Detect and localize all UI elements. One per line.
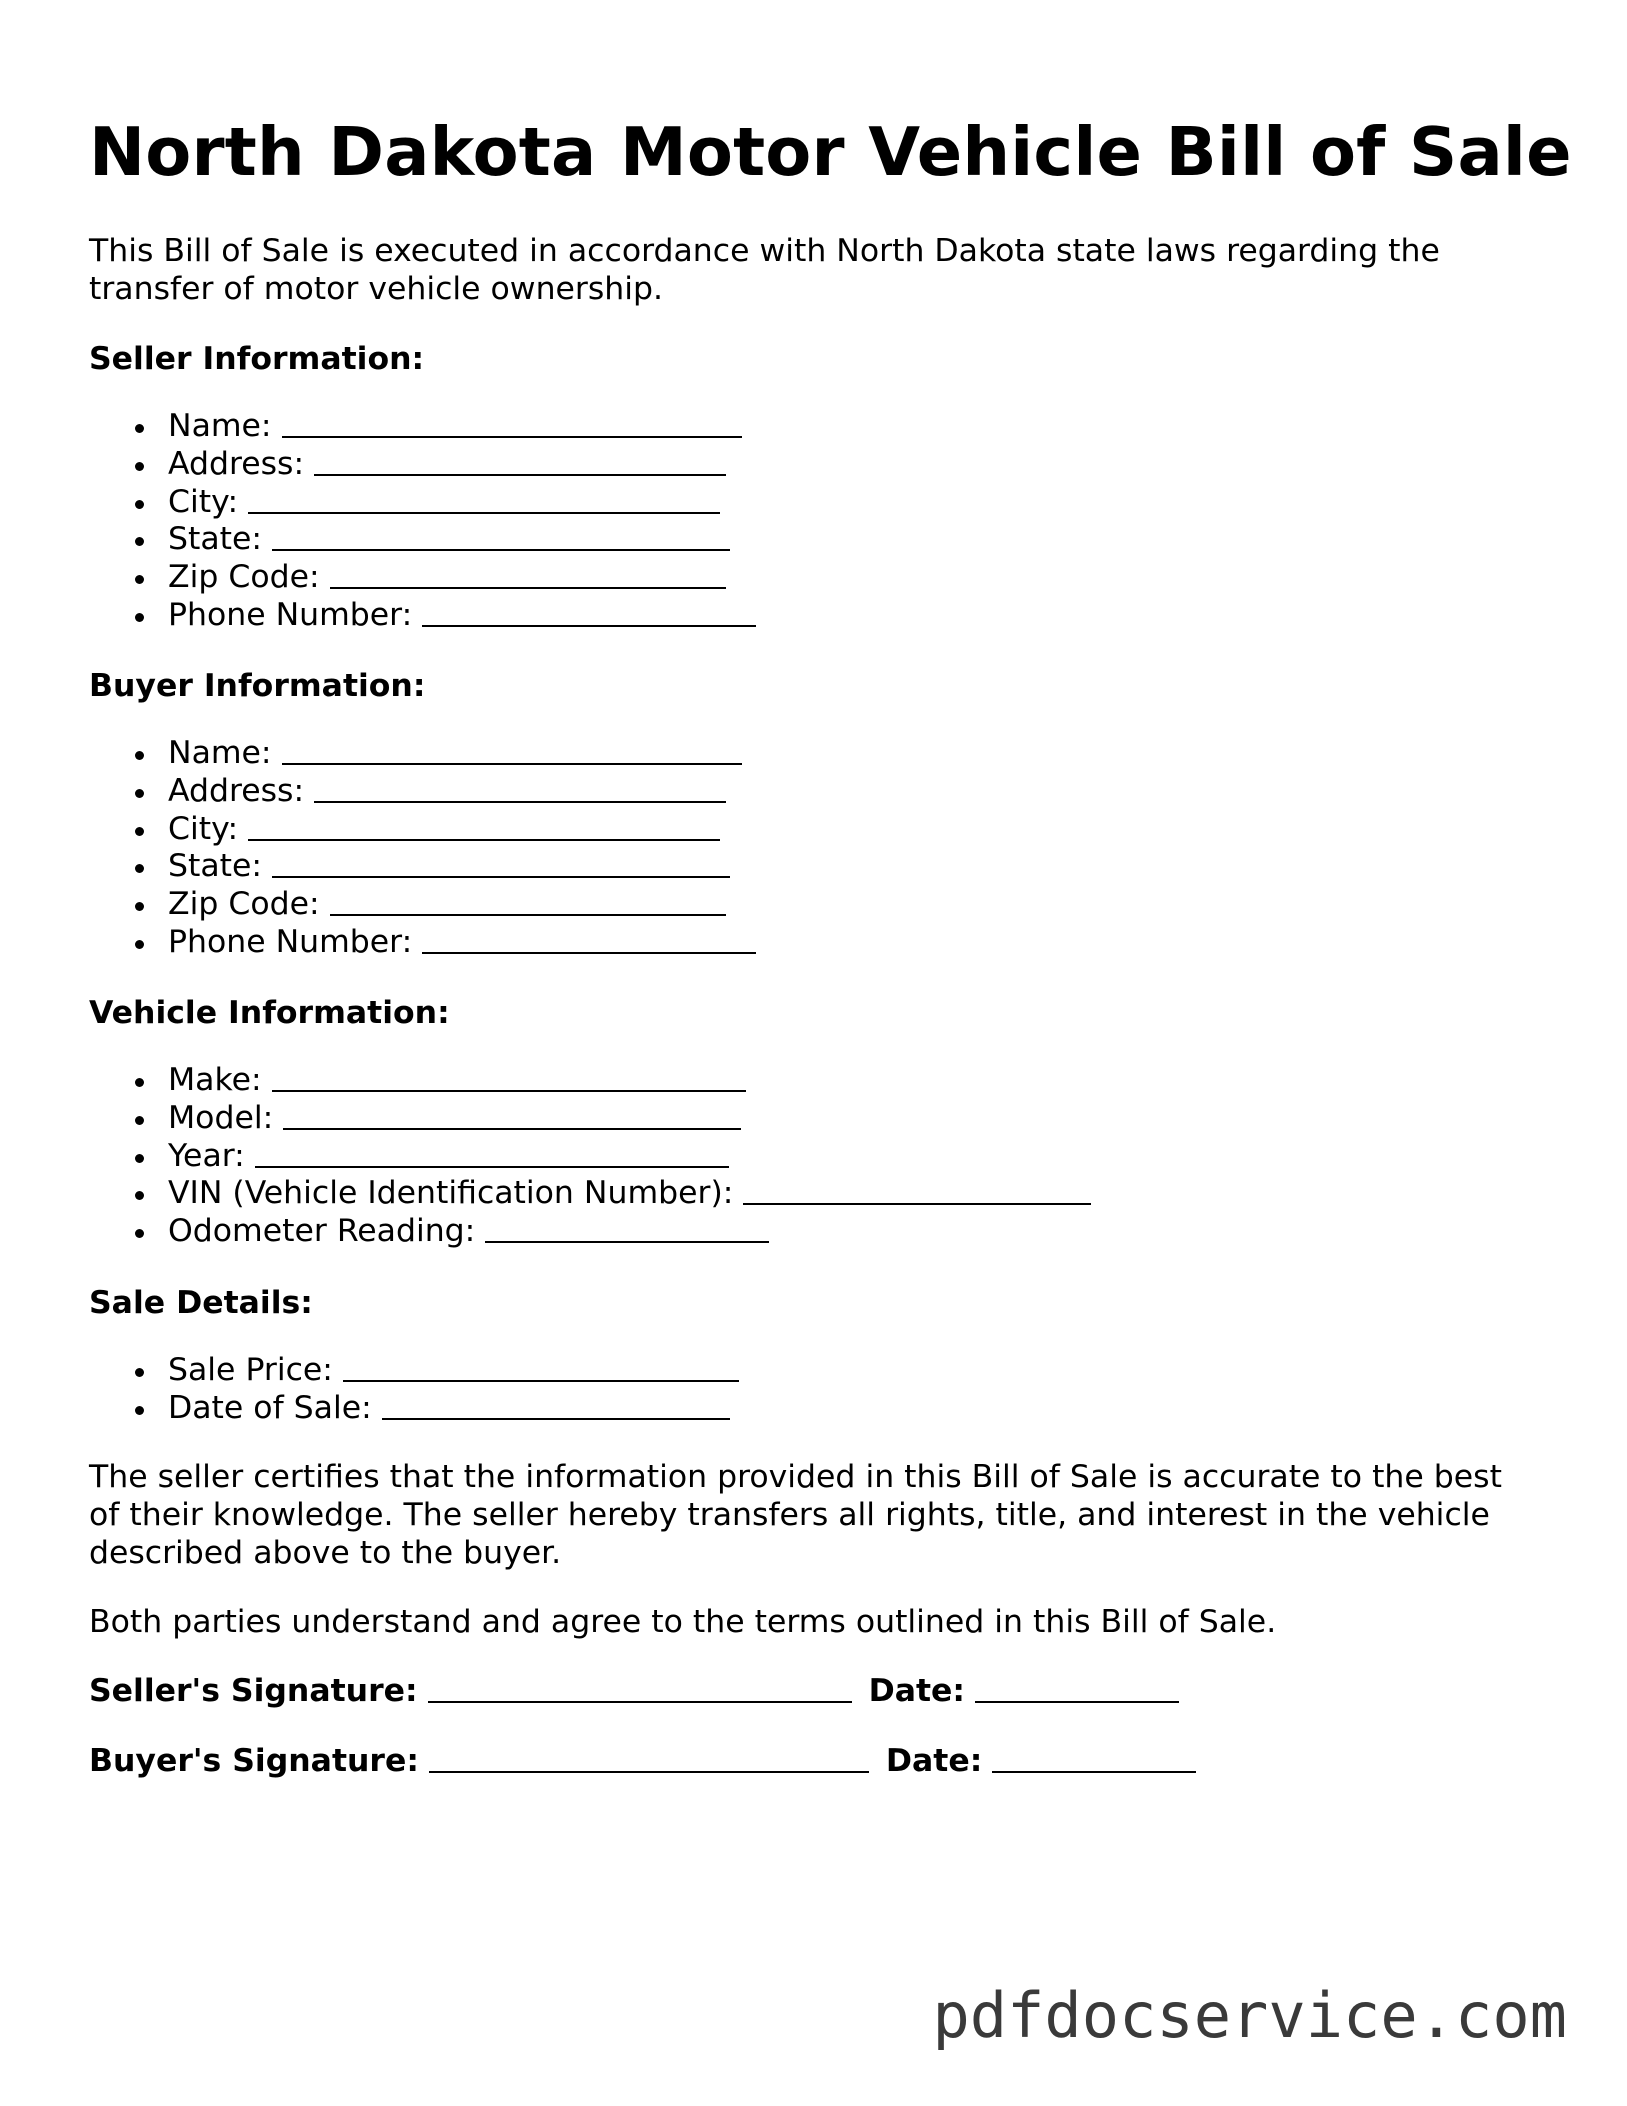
buyer-city-field bbox=[89, 811, 756, 849]
seller-zip-field bbox=[89, 559, 756, 597]
fill-in-line bbox=[485, 1240, 769, 1243]
fill-in-line bbox=[330, 586, 726, 589]
field-label: Make: bbox=[168, 1062, 262, 1098]
field-label: Zip Code: bbox=[168, 559, 320, 596]
field-label: Name: bbox=[168, 408, 272, 444]
certification-paragraph: The seller certifies that the information provided in this Bill of Sale is accurate to the best of their knowledge. The seller hereby transfers all rights, title, and interest in the vehicle described above to the buyer. bbox=[89, 1459, 1502, 1571]
signature-fill-line bbox=[428, 1700, 852, 1703]
buyer-address-field bbox=[89, 773, 756, 811]
field-label: Odometer Reading: bbox=[168, 1213, 476, 1250]
vehicle-odometer-field bbox=[89, 1213, 1091, 1251]
buyer-name-field bbox=[89, 735, 756, 773]
agreement-paragraph: Both parties understand and agree to the terms outlined in this Bill of Sale. bbox=[89, 1604, 1277, 1640]
fill-in-line bbox=[248, 511, 720, 514]
field-label: Sale Price: bbox=[168, 1352, 333, 1388]
fill-in-line bbox=[248, 838, 720, 841]
vehicle-year-field bbox=[89, 1138, 1091, 1176]
document-title: North Dakota Motor Vehicle Bill of Sale bbox=[89, 113, 1572, 191]
signature-fill-line bbox=[429, 1770, 869, 1773]
field-label: State: bbox=[168, 521, 262, 558]
buyer-signature-label: Buyer's Signature: bbox=[89, 1743, 419, 1779]
fill-in-line bbox=[314, 473, 726, 476]
seller-section-heading: Seller Information: bbox=[89, 341, 425, 377]
field-label: Phone Number: bbox=[168, 923, 413, 960]
fill-in-line bbox=[343, 1379, 739, 1382]
site-watermark: pdfdocservice.com bbox=[932, 1979, 1567, 2052]
field-label: Year: bbox=[168, 1137, 245, 1174]
sale-price-field bbox=[89, 1352, 739, 1390]
buyer-field-list bbox=[89, 735, 756, 962]
buyer-section-heading: Buyer Information: bbox=[89, 668, 426, 704]
buyer-zip-field bbox=[89, 886, 756, 924]
buyer-date-label: Date: bbox=[885, 1743, 983, 1779]
buyer-phone-field bbox=[89, 924, 756, 962]
seller-signature-line bbox=[89, 1672, 1179, 1710]
field-label: Zip Code: bbox=[168, 886, 320, 923]
vehicle-field-list bbox=[89, 1062, 1091, 1251]
field-label: Name: bbox=[168, 735, 272, 771]
field-label: VIN (Vehicle Identification Number): bbox=[168, 1175, 734, 1212]
seller-city-field bbox=[89, 484, 756, 522]
vehicle-vin-field bbox=[89, 1175, 1091, 1213]
intro-paragraph: This Bill of Sale is executed in accordance with North Dakota state laws regarding the transfer of motor vehicle ownership. bbox=[89, 233, 1440, 307]
fill-in-line bbox=[282, 435, 742, 438]
date-fill-line bbox=[975, 1700, 1179, 1703]
seller-phone-field bbox=[89, 597, 756, 635]
seller-address-field bbox=[89, 446, 756, 484]
fill-in-line bbox=[272, 1089, 746, 1092]
fill-in-line bbox=[255, 1165, 729, 1168]
fill-in-line bbox=[422, 951, 756, 954]
fill-in-line bbox=[330, 913, 726, 916]
fill-in-line bbox=[314, 800, 726, 803]
field-label: City: bbox=[168, 810, 239, 847]
fill-in-line bbox=[282, 762, 742, 765]
field-label: Address: bbox=[168, 772, 305, 809]
seller-field-list bbox=[89, 408, 756, 635]
seller-state-field bbox=[89, 521, 756, 559]
field-label: State: bbox=[168, 848, 262, 885]
sale-date-field bbox=[89, 1390, 739, 1428]
buyer-state-field bbox=[89, 848, 756, 886]
field-label: City: bbox=[168, 483, 239, 520]
vehicle-model-field bbox=[89, 1100, 1091, 1138]
buyer-signature-line bbox=[89, 1742, 1196, 1780]
fill-in-line bbox=[272, 548, 730, 551]
fill-in-line bbox=[382, 1417, 730, 1420]
seller-date-label: Date: bbox=[868, 1673, 966, 1709]
field-label: Address: bbox=[168, 445, 305, 482]
vehicle-make-field bbox=[89, 1062, 1091, 1100]
date-fill-line bbox=[992, 1770, 1196, 1773]
fill-in-line bbox=[422, 624, 756, 627]
field-label: Model: bbox=[168, 1099, 274, 1136]
fill-in-line bbox=[743, 1202, 1091, 1205]
seller-signature-label: Seller's Signature: bbox=[89, 1673, 418, 1709]
field-label: Date of Sale: bbox=[168, 1389, 372, 1426]
field-label: Phone Number: bbox=[168, 596, 413, 633]
seller-name-field bbox=[89, 408, 756, 446]
sale-field-list bbox=[89, 1352, 739, 1428]
fill-in-line bbox=[272, 875, 730, 878]
sale-section-heading: Sale Details: bbox=[89, 1285, 313, 1321]
fill-in-line bbox=[283, 1127, 741, 1130]
vehicle-section-heading: Vehicle Information: bbox=[89, 995, 450, 1031]
